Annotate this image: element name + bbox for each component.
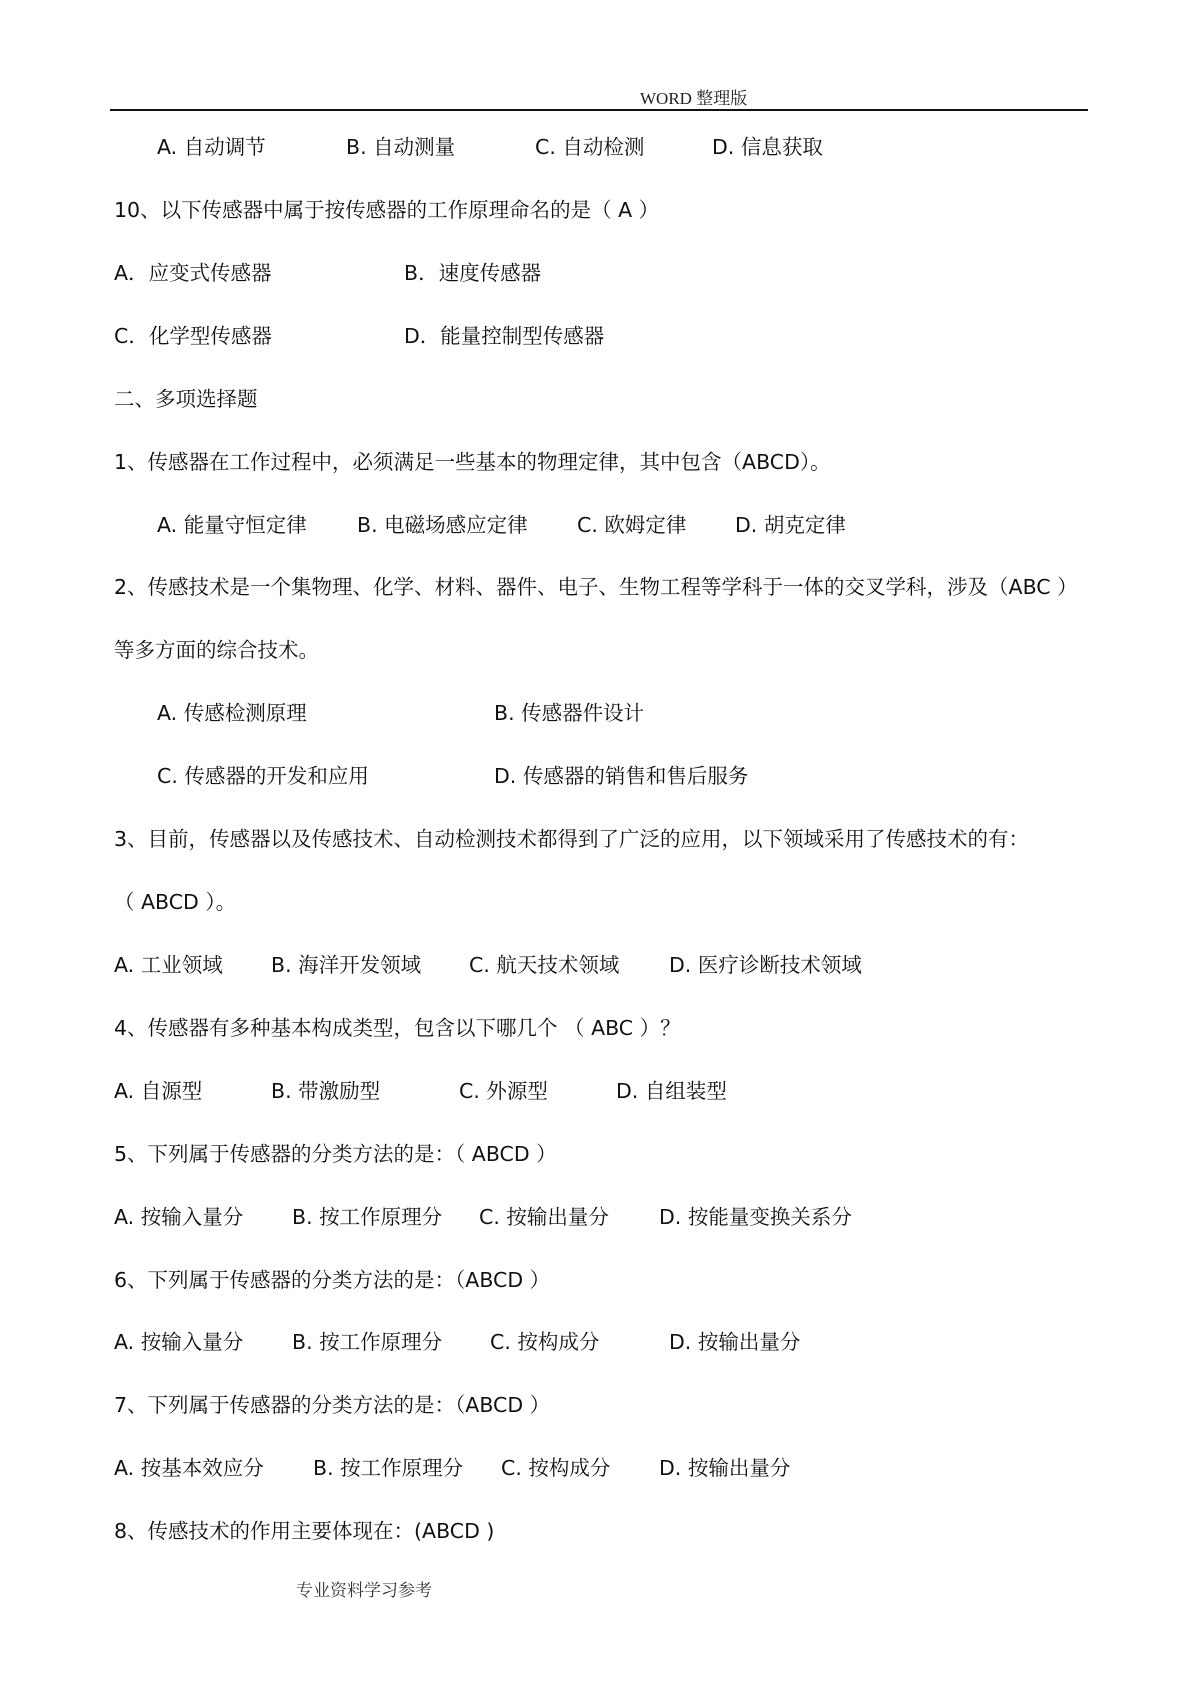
q9-option-a: A. 自动调节 <box>157 135 266 159</box>
mq7-stem: 7、下列属于传感器的分类方法的是：（ABCD ） <box>114 1393 551 1417</box>
mq1-option-d: D. 胡克定律 <box>735 513 846 537</box>
mq5-option-a: A. 按输入量分 <box>114 1205 244 1229</box>
q10-option-b: B．速度传感器 <box>404 261 542 285</box>
mq2-stem-line-2: 等多方面的综合技术。 <box>114 638 319 662</box>
header-divider <box>110 109 1088 111</box>
mq3-stem-line-1: 3、目前，传感器以及传感技术、自动检测技术都得到了广泛的应用，以下领域采用了传感技术的有： <box>114 827 1030 851</box>
mq7-option-c: C. 按构成分 <box>501 1456 611 1480</box>
q9-option-b: B. 自动测量 <box>346 135 456 159</box>
mq3-option-d: D. 医疗诊断技术领域 <box>669 953 862 977</box>
mq7-option-b: B. 按工作原理分 <box>313 1456 464 1480</box>
mq6-option-c: C. 按构成分 <box>490 1330 600 1354</box>
mq4-option-d: D. 自组装型 <box>616 1079 727 1103</box>
page-header-title: WORD 整理版 <box>640 89 748 108</box>
q10-option-a: A．应变式传感器 <box>114 261 272 285</box>
mq3-stem-line-2: （ ABCD ）。 <box>114 890 237 914</box>
mq2-stem-line-1: 2、传感技术是一个集物理、化学、材料、器件、电子、生物工程等学科于一体的交叉学科，涉及（ABC ） <box>114 575 1078 599</box>
mq4-option-c: C. 外源型 <box>459 1079 548 1103</box>
section-title: 二、多项选择题 <box>114 387 258 411</box>
q10-option-d: D．能量控制型传感器 <box>404 324 605 348</box>
q9-option-c: C. 自动检测 <box>535 135 645 159</box>
mq3-option-c: C. 航天技术领域 <box>469 953 620 977</box>
mq5-option-c: C. 按输出量分 <box>479 1205 609 1229</box>
mq7-option-d: D. 按输出量分 <box>659 1456 791 1480</box>
q10-stem: 10、以下传感器中属于按传感器的工作原理命名的是（ A ） <box>114 198 660 222</box>
mq4-option-b: B. 带激励型 <box>271 1079 381 1103</box>
mq5-option-d: D. 按能量变换关系分 <box>659 1205 852 1229</box>
mq2-option-b: B. 传感器件设计 <box>494 701 645 725</box>
mq6-stem: 6、下列属于传感器的分类方法的是：（ABCD ） <box>114 1268 551 1292</box>
mq6-option-b: B. 按工作原理分 <box>292 1330 443 1354</box>
mq3-option-a: A. 工业领域 <box>114 953 223 977</box>
mq4-stem: 4、传感器有多种基本构成类型，包含以下哪几个 （ ABC ）？ <box>114 1016 681 1040</box>
mq5-stem: 5、下列属于传感器的分类方法的是：（ ABCD ） <box>114 1142 557 1166</box>
mq2-option-d: D. 传感器的销售和售后服务 <box>494 764 749 788</box>
mq5-option-b: B. 按工作原理分 <box>292 1205 443 1229</box>
mq6-option-d: D. 按输出量分 <box>669 1330 801 1354</box>
q9-option-d: D. 信息获取 <box>712 135 823 159</box>
mq1-option-c: C. 欧姆定律 <box>577 513 687 537</box>
mq1-stem: 1、传感器在工作过程中，必须满足一些基本的物理定律，其中包含（ABCD）。 <box>114 450 831 474</box>
page-footer: 专业资料学习参考 <box>296 1581 432 1601</box>
mq6-option-a: A. 按输入量分 <box>114 1330 244 1354</box>
mq1-option-a: A. 能量守恒定律 <box>157 513 307 537</box>
mq7-option-a: A. 按基本效应分 <box>114 1456 264 1480</box>
mq3-option-b: B. 海洋开发领域 <box>271 953 422 977</box>
mq4-option-a: A. 自源型 <box>114 1079 203 1103</box>
mq2-option-c: C. 传感器的开发和应用 <box>157 764 369 788</box>
mq1-option-b: B. 电磁场感应定律 <box>357 513 528 537</box>
mq2-option-a: A. 传感检测原理 <box>157 701 307 725</box>
q10-option-c: C．化学型传感器 <box>114 324 272 348</box>
mq8-stem: 8、传感技术的作用主要体现在：(ABCD ) <box>114 1519 495 1543</box>
